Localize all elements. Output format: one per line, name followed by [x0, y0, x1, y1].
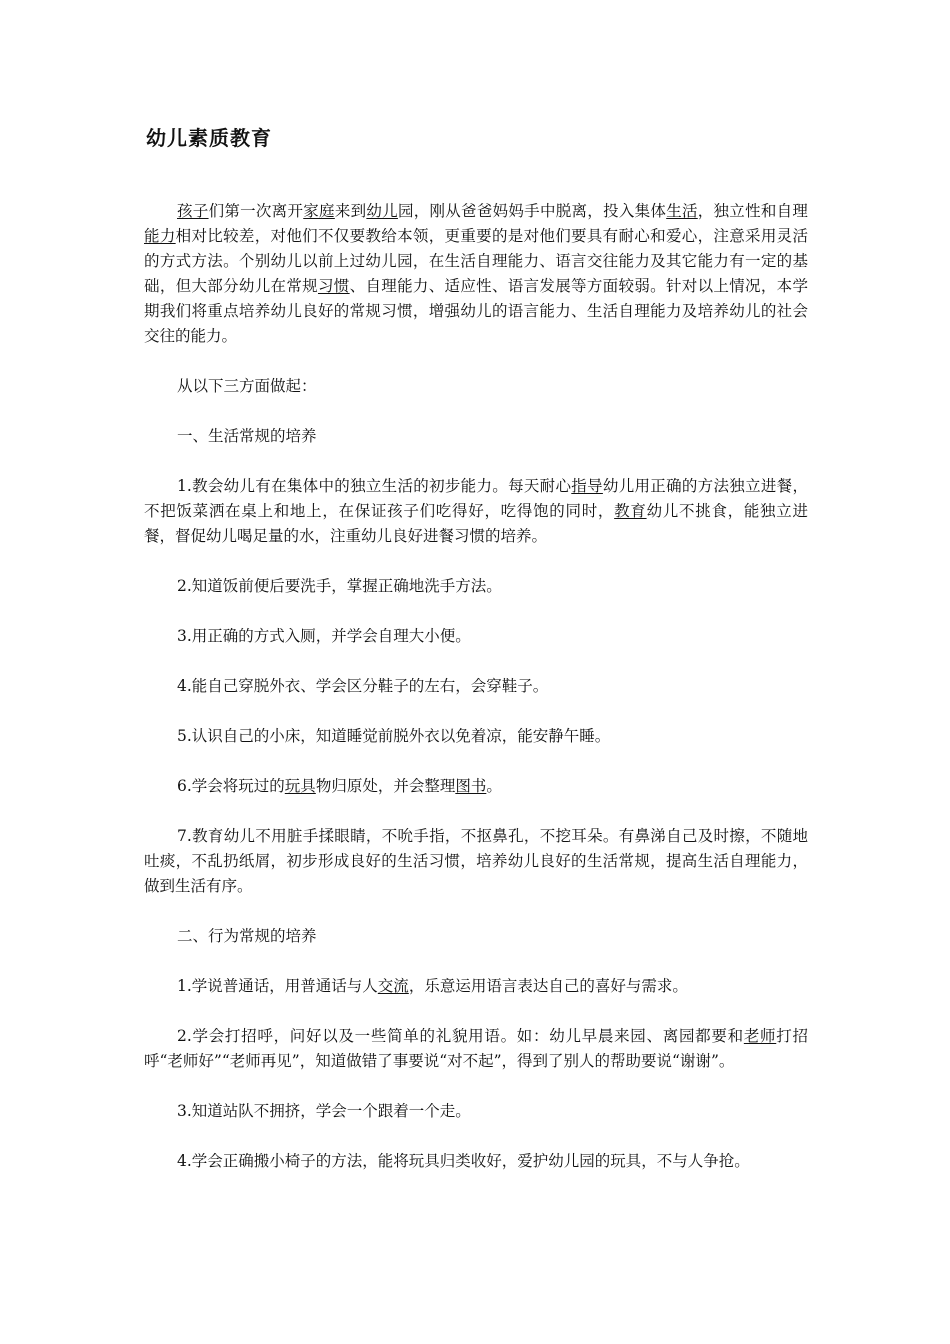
section1-item-7: 7.教育幼儿不用脏手揉眼睛，不吮手指，不抠鼻孔，不挖耳朵。有鼻涕自己及时擦，不随地吐痰，不乱扔纸屑，初步形成良好的生活习惯，培养幼儿良好的生活常规，提高生活自理能力，做到生活有序。 [144, 827, 808, 895]
text-run: 幼儿不挑食，能独立进餐，督促幼儿喝足量的水，注重幼儿良好进餐习惯的培养。 [144, 502, 808, 545]
text-run: 相对比较差，对他们不仅要教给本领，更重要的是对他们要具有耐心和爱心，注意采用灵活的方式方法。个别幼儿以前上过幼儿园，在生活自理能力、语言交往能力及其它能力有一定的基础，但大部分幼儿在常规 [144, 227, 808, 295]
link-tushu[interactable]: 图书 [455, 777, 487, 795]
text-run: 园，刚从爸爸妈妈手中脱离，投入集体 [397, 202, 667, 220]
section1-heading: 一、生活常规的培养 [177, 427, 317, 445]
link-jiaoliu[interactable]: 交流 [377, 977, 409, 995]
section1-item-2: 2.知道饭前便后要洗手，掌握正确地洗手方法。 [177, 577, 502, 595]
text-run: 2.学会打招呼，问好以及一些简单的礼貌用语。如：幼儿早晨来园、离园都要和 [177, 1027, 744, 1045]
text-run: ，乐意运用语言表达自己的喜好与需求。 [408, 977, 688, 995]
text-run: ，独立性和自理 [697, 202, 808, 220]
text-run: 物归原处，并会整理 [315, 777, 456, 795]
text-run: 。 [486, 777, 502, 795]
text-run: 1.教会幼儿有在集体中的独立生活的初步能力。每天耐心 [177, 477, 572, 495]
document-title: 幼儿素质教育 [146, 126, 272, 150]
link-youer[interactable]: 幼儿 [366, 202, 398, 220]
text-run: 们第一次离开 [208, 202, 304, 220]
link-haizi[interactable]: 孩子 [177, 202, 209, 220]
section1-item-4: 4.能自己穿脱外衣、学会区分鞋子的左右，会穿鞋子。 [177, 677, 549, 695]
link-jiating[interactable]: 家庭 [303, 202, 335, 220]
section1-item-3: 3.用正确的方式入厕，并学会自理大小便。 [177, 627, 471, 645]
section1-item-5: 5.认识自己的小床，知道睡觉前脱外衣以免着凉，能安静午睡。 [177, 727, 611, 745]
text-run: 幼儿用正确的方法独立进餐，不把饭菜洒在桌上和地上，在保证孩子们吃得好，吃得饱的同时， [144, 477, 808, 520]
section2-item-4: 4.学会正确搬小椅子的方法，能将玩具归类收好，爱护幼儿园的玩具，不与人争抢。 [177, 1152, 750, 1170]
text-run: 6.学会将玩过的 [177, 777, 285, 795]
intro-paragraph [144, 199, 808, 349]
link-zhidao[interactable]: 指导 [571, 477, 603, 495]
text-run: 打招呼“老师好”“老师再见”，知道做错了事要说“对不起”，得到了别人的帮助要说“谢谢”。 [144, 1027, 808, 1070]
section1-item-1 [144, 474, 808, 549]
document-body [144, 199, 808, 1199]
link-xiguan[interactable]: 习惯 [317, 277, 350, 295]
section2-item-3: 3.知道站队不拥挤，学会一个跟着一个走。 [177, 1102, 471, 1120]
section2-item-2 [144, 1024, 808, 1074]
text-run: 来到 [334, 202, 367, 220]
section2-heading: 二、行为常规的培养 [177, 927, 317, 945]
lead-paragraph: 从以下三方面做起： [177, 377, 317, 395]
section1-item-6 [144, 774, 808, 799]
link-wanju[interactable]: 玩具 [284, 777, 316, 795]
link-laoshi[interactable]: 老师 [743, 1027, 777, 1045]
link-jiaoyu[interactable]: 教育 [614, 502, 647, 520]
text-run: 、自理能力、适应性、语言发展等方面较弱。针对以上情况，本学期我们将重点培养幼儿良好的常规习惯，增强幼儿的语言能力、生活自理能力及培养幼儿的社会交往的能力。 [144, 277, 808, 345]
link-shenghuo[interactable]: 生活 [666, 202, 698, 220]
link-nengli[interactable]: 能力 [144, 227, 176, 245]
section2-item-1 [144, 974, 808, 999]
text-run: 1.学说普通话，用普通话与人 [177, 977, 378, 995]
